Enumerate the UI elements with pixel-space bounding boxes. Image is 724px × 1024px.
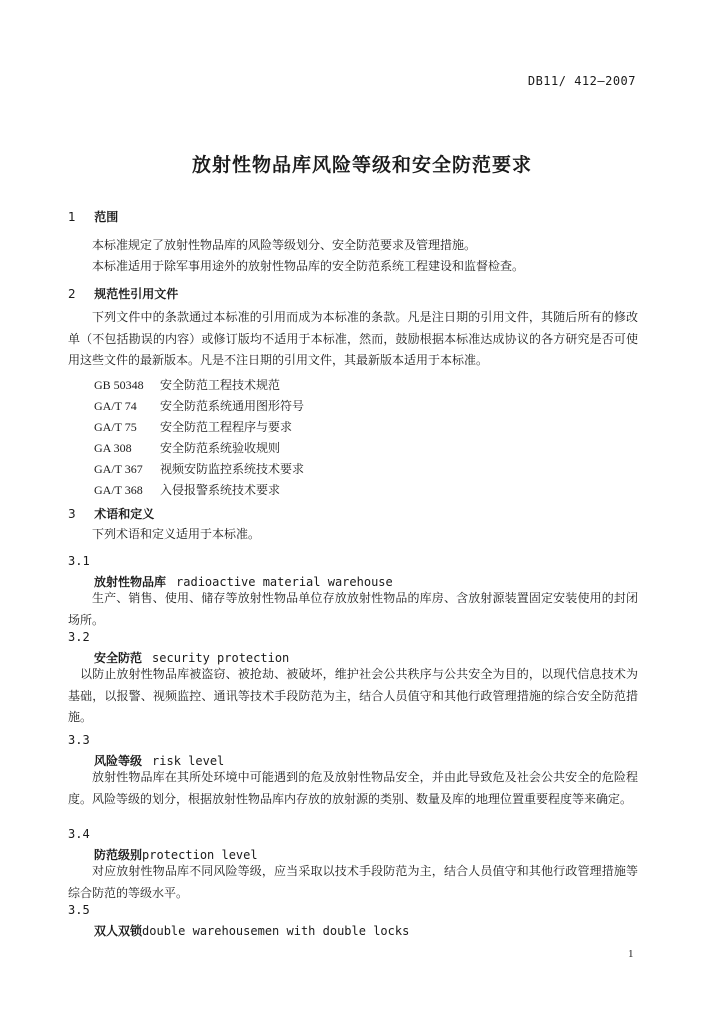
section-1-heading [68, 208, 118, 225]
reference-item [94, 376, 280, 393]
term-heading [94, 922, 409, 939]
section-2-paragraph-1: 下列文件中的条款通过本标准的引用而成为本标准的条款。凡是注日期的引用文件，其随后所有的修改单（不包括勘误的内容）或修订版均不适用于本标准，然而，鼓励根据本标准达成协议的各方研究是否可使用这些文件的最新版本。凡是不注日期的引用文件，其最新版本适用于本标准。 [68, 310, 638, 367]
document-number: DB11/ 412—2007 [527, 74, 636, 88]
term-zh: 放射性物品库 [94, 575, 167, 589]
section-number: 3 [68, 507, 76, 521]
clause-number: 3.4 [68, 827, 90, 841]
page-number: 1 [628, 948, 634, 960]
term-definition: 生产、销售、使用、储存等放射性物品单位存放放射性物品的库房、含放射源装置固定安装使用的封闭场所。 [68, 591, 638, 627]
reference-code: GA/T 367 [94, 462, 143, 476]
reference-name: 视频安防监控系统技术要求 [160, 462, 305, 476]
reference-code: GA/T 74 [94, 399, 137, 413]
section-1-paragraph-2: 本标准适用于除军事用途外的放射性物品库的安全防范系统工程建设和监督检查。 [92, 259, 525, 273]
clause-number: 3.2 [68, 630, 90, 644]
reference-code: GA/T 368 [94, 483, 143, 497]
section-number: 2 [68, 287, 76, 301]
term-zh: 防范级别 [94, 848, 143, 862]
section-3-heading [68, 505, 154, 522]
term-en: security protection [152, 651, 290, 665]
reference-name: 入侵报警系统技术要求 [160, 483, 281, 497]
term-zh: 安全防范 [94, 651, 143, 665]
reference-name: 安全防范系统验收规则 [160, 441, 281, 455]
section-title: 范围 [94, 210, 119, 224]
reference-item [94, 481, 280, 498]
clause-number: 3.1 [68, 554, 90, 568]
clause-number: 3.3 [68, 733, 90, 747]
term-zh: 风险等级 [94, 754, 143, 768]
clause-number: 3.5 [68, 903, 90, 917]
reference-item [94, 418, 292, 435]
section-number: 1 [68, 210, 76, 224]
section-title: 术语和定义 [94, 507, 155, 521]
section-2-heading [68, 285, 178, 302]
section-title: 规范性引用文件 [94, 287, 179, 301]
reference-item [94, 460, 304, 477]
reference-code: GB 50348 [94, 378, 144, 392]
reference-name: 安全防范工程程序与要求 [160, 420, 293, 434]
reference-name: 安全防范系统通用图形符号 [160, 399, 305, 413]
term-zh: 双人双锁 [94, 924, 143, 938]
reference-code: GA/T 75 [94, 420, 137, 434]
term-en: radioactive material warehouse [176, 575, 393, 589]
reference-name: 安全防范工程技术规范 [160, 378, 281, 392]
page-title: 放射性物品库风险等级和安全防范要求 [191, 154, 532, 176]
term-definition: 对应放射性物品库不同风险等级，应当采取以技术手段防范为主，结合人员值守和其他行政管理措施等综合防范的等级水平。 [68, 864, 638, 900]
section-3-paragraph-1: 下列术语和定义适用于本标准。 [92, 527, 261, 541]
section-1-paragraph-1: 本标准规定了放射性物品库的风险等级划分、安全防范要求及管理措施。 [92, 238, 477, 252]
term-en: risk level [152, 754, 225, 768]
reference-code: GA 308 [94, 441, 132, 455]
reference-item [94, 397, 304, 414]
term-definition: 以防止放射性物品库被盗窃、被抢劫、被破坏，维护社会公共秩序与公共安全为目的，以现代信息技术为基础，以报警、视频监控、通讯等技术手段防范为主，结合人员值守和其他行政管理措施的综合安全防范措施。 [68, 667, 638, 724]
term-en: double warehousemen with double locks [142, 924, 410, 938]
reference-item [94, 439, 280, 456]
term-en: protection level [142, 848, 258, 862]
term-definition: 放射性物品库在其所处环境中可能遇到的危及放射性物品安全，并由此导致危及社会公共安全的危险程度。风险等级的划分，根据放射性物品库内存放的放射源的类别、数量及库的地理位置重要程度等来确定。 [68, 770, 638, 806]
